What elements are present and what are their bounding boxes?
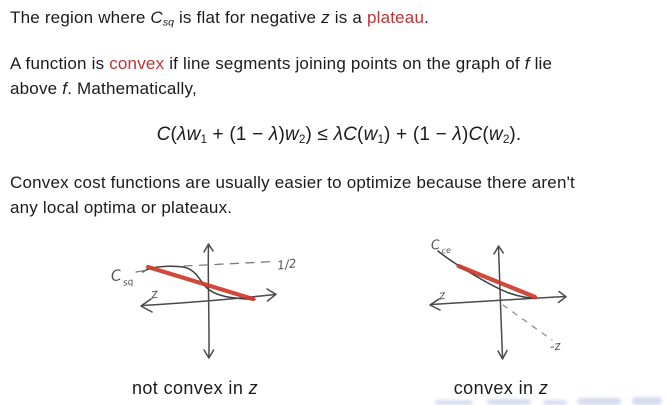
footer-smudge bbox=[487, 399, 531, 405]
y-axis bbox=[499, 247, 503, 357]
half-level-label: 1/2 bbox=[276, 256, 298, 273]
footer-smudge bbox=[435, 400, 473, 405]
paragraph-convex-definition bbox=[10, 51, 660, 101]
footer-smudge bbox=[577, 398, 621, 405]
svg-text:C: C bbox=[109, 266, 123, 286]
footer-smudge bbox=[632, 397, 662, 405]
red-chord-line bbox=[148, 267, 253, 299]
negative-z-label: -z bbox=[549, 338, 562, 354]
footer-smudge bbox=[543, 400, 567, 405]
paragraph-convex-definition-line2: above f. Mathematically, bbox=[10, 79, 197, 98]
paragraph-convex-definition-line1: A function is convex if line segments joining points on the graph of f lie bbox=[10, 54, 553, 73]
svg-text:C: C bbox=[430, 237, 441, 254]
curve-label-csq bbox=[110, 264, 135, 290]
figure-not-convex bbox=[95, 236, 305, 374]
svg-text:sq: sq bbox=[122, 277, 135, 289]
x-axis-label: z bbox=[149, 286, 160, 303]
svg-text:ce: ce bbox=[441, 245, 452, 256]
paragraph-convex-benefits-line2: any local optima or plateaux. bbox=[10, 198, 233, 217]
x-axis bbox=[431, 297, 565, 305]
figure-convex bbox=[425, 236, 575, 374]
caption-convex: convex in z bbox=[453, 378, 549, 398]
x-axis-label: z bbox=[437, 287, 447, 303]
paragraph-plateau bbox=[10, 5, 660, 36]
paragraph-convex-benefits-line1: Convex cost functions are usually easier to optimize because there aren't bbox=[10, 173, 575, 192]
paragraph-convex-benefits bbox=[10, 170, 660, 220]
red-chord-line bbox=[459, 266, 536, 297]
caption-not-convex: not convex in z bbox=[131, 378, 259, 398]
dashed-half-level-line bbox=[184, 262, 275, 267]
paragraph-plateau-line1: The region where $C_{sq}$ is flat for negative z is a plateau. bbox=[10, 8, 430, 29]
dashed-negative-z-line bbox=[503, 305, 552, 340]
convexity-inequality-formula: $C(\lambda w_1 + (1 - \lambda)w_2) \le \lambda C(w_1) + (1 - \lambda)C(w_2)$. bbox=[156, 124, 522, 146]
